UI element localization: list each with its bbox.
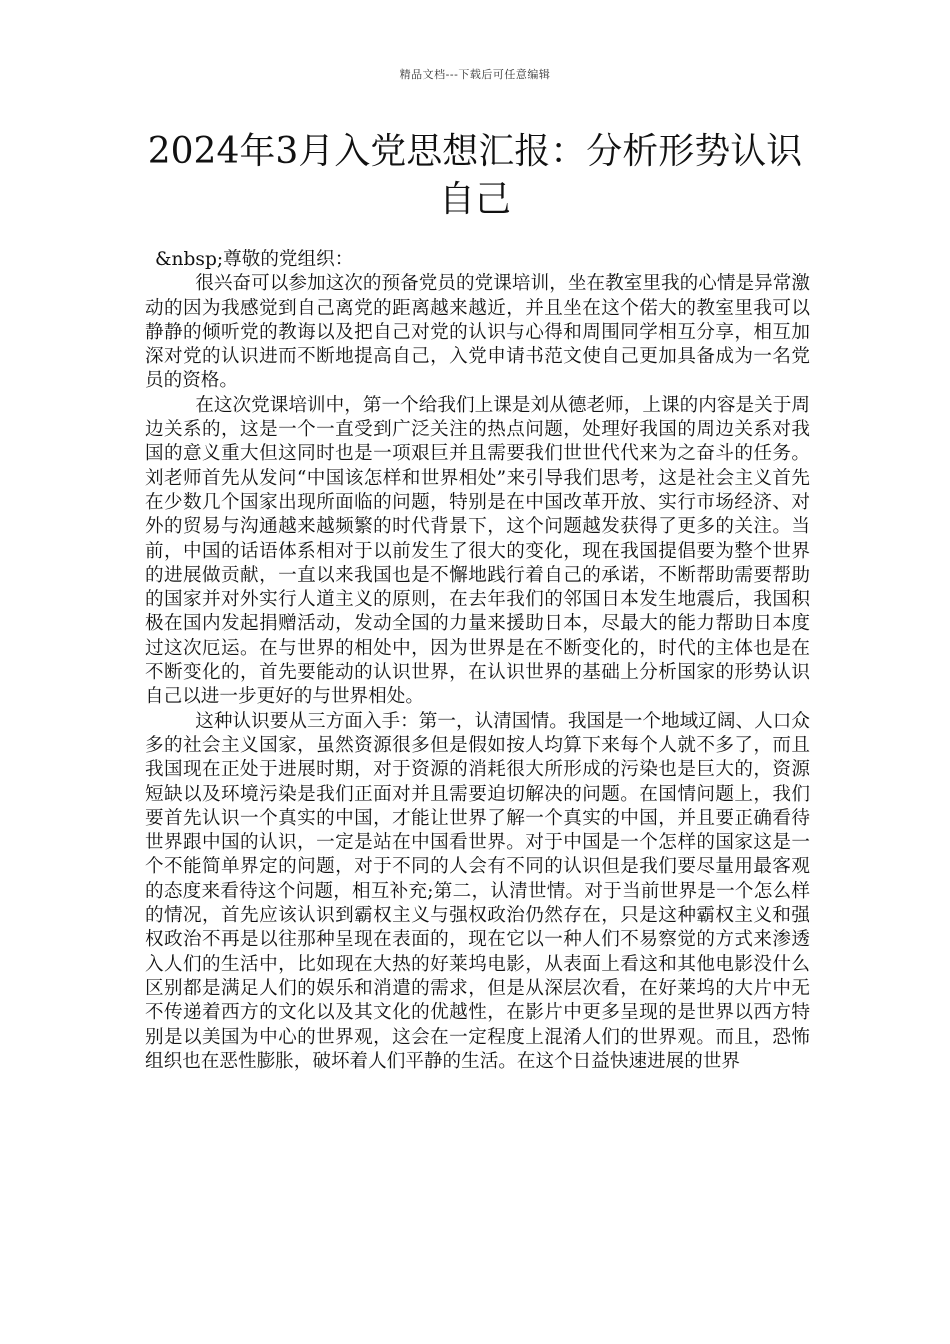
paragraph-3: 这种认识要从三方面入手：第一，认清国情。我国是一个地域辽阔、人口众多的社会主义国家，虽然资源很多但是假如按人均算下来每个人就不多了，而且我国现在正处于进展时期，对于资源的消耗很大所形成的污染也是巨大的，资源短缺以及环境污染是我们正面对并且需要迫切解决的问题。在国情问题上，我们要首先认识一个真实的中国，才能让世界了解一个真实的中国，并且要正确看待世界跟中国的认识，一定是站在中国看世界。对于中国是一个怎样的国家这是一个不能简单界定的问题，对于不同的人会有不同的认识但是我们要尽量用最客观的态度来看待这个问题，相互补充;第二，认清世情。对于当前世界是一个怎么样的情况，首先应该认识到霸权主义与强权政治仍然存在，只是这种霸权主义和强权政治不再是以往那种呈现在表面的，现在它以一种人们不易察觉的方式来渗透入人们的生活中，比如现在大热的好莱坞电影，从表面上看这和其他电影没什么区别都是满足人们的娱乐和消遣的需求，但是从深层次看，在好莱坞的大片中无不传递着西方的文化以及其文化的优越性，在影片中更多呈现的是世界以西方特别是以美国为中心的世界观，这会在一定程度上混淆人们的世界观。而且，恐怖组织也在恶性膨胀，破坏着人们平静的生活。在这个日益快速进展的世界 [145,710,810,1072]
document-title: 2024年3月入党思想汇报：分析形势认识自己 [147,131,803,220]
paragraph-1: 很兴奋可以参加这次的预备党员的党课培训，坐在教室里我的心情是异常激动的因为我感觉到自己离党的距离越来越近，并且坐在这个偌大的教室里我可以静静的倾听党的教诲以及把自己对党的认识与心得和周围同学相互分享，相互加深对党的认识进而不断地提高自己，入党申请书范文使自己更加具备成为一名党员的资格。 [145,273,810,392]
page-header: 精品文档---下载后可任意编辑 [399,68,551,81]
salutation: &nbsp;尊敬的党组织： [155,249,354,270]
paragraph-2: 在这次党课培训中，第一个给我们上课是刘从德老师，上课的内容是关于周边关系的，这是一个一直受到广泛关注的热点问题，处理好我国的周边关系对我国的意义重大但这同时也是一项艰巨并且需要我们世世代代来为之奋斗的任务。刘老师首先从发问“中国该怎样和世界相处”来引导我们思考，这是社会主义首先在少数几个国家出现所面临的问题，特别是在中国改革开放、实行市场经济、对外的贸易与沟通越来越频繁的时代背景下，这个问题越发获得了更多的关注。当前，中国的话语体系相对于以前发生了很大的变化，现在我国提倡要为整个世界的进展做贡献，一直以来我国也是不懈地践行着自己的承诺，不断帮助需要帮助的国家并对外实行人道主义的原则，在去年我们的邻国日本发生地震后，我国积极在国内发起捐赠活动，发动全国的力量来援助日本，尽最大的能力帮助日本度过这次厄运。在与世界的相处中，因为世界是在不断变化的，时代的主体也是在不断变化的，首先要能动的认识世界，在认识世界的基础上分析国家的形势认识自己以进一步更好的与世界相处。 [145,394,810,708]
document-body [145,248,810,1074]
